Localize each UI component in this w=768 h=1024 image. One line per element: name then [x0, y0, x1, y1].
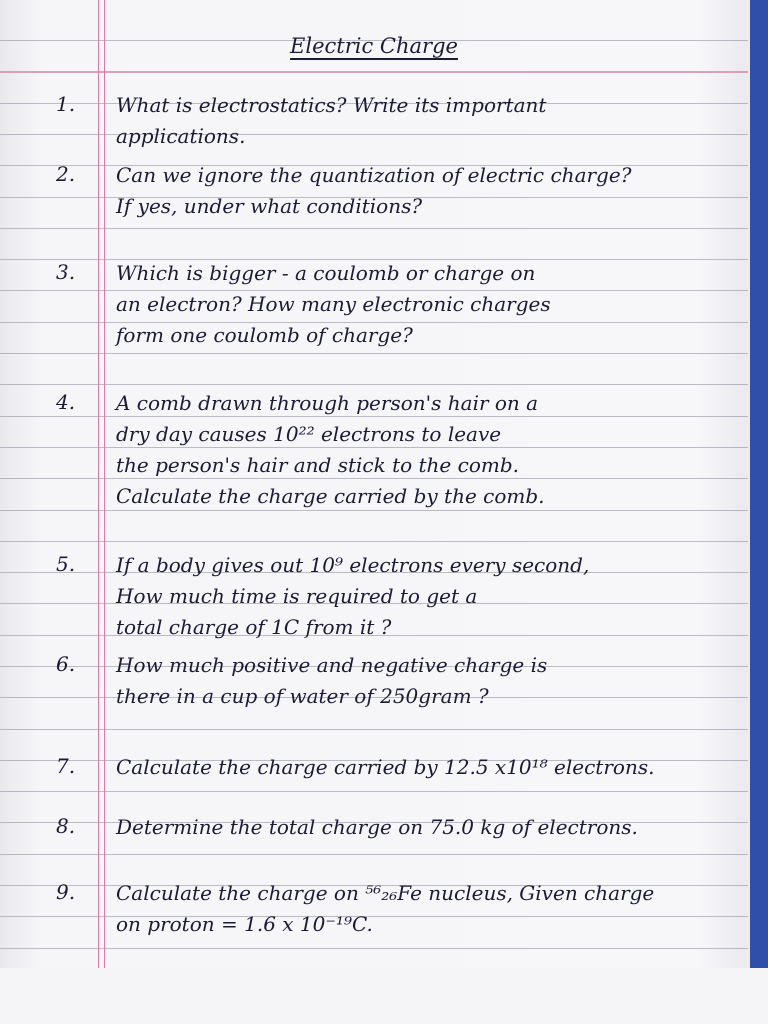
question-line: Can we ignore the quantization of electric charge? — [116, 163, 632, 187]
question-text — [116, 650, 732, 712]
question-line: How much time is required to get a — [116, 584, 478, 608]
question-line: What is electrostatics? Write its important — [116, 93, 547, 117]
question-line: Determine the total charge on 75.0 kg of electrons. — [116, 815, 638, 839]
question-text — [116, 90, 732, 152]
ruled-line — [0, 854, 748, 855]
question-number: 4. — [56, 390, 76, 414]
question-text — [116, 160, 732, 222]
ruled-line — [0, 729, 748, 730]
margin-line-right — [104, 0, 105, 1024]
ruled-line — [0, 353, 748, 354]
question-number: 5. — [56, 552, 76, 576]
question-line: dry day causes 10²² electrons to leave — [116, 422, 502, 446]
question-number: 8. — [56, 814, 76, 838]
question-number: 7. — [56, 754, 76, 778]
question-line: the person's hair and stick to the comb. — [116, 453, 519, 477]
page-title: Electric Charge — [290, 34, 458, 58]
question-number: 9. — [56, 880, 76, 904]
question-line: applications. — [116, 124, 246, 148]
page-bottom — [0, 968, 768, 1024]
question-line: If yes, under what conditions? — [116, 194, 423, 218]
question-line: A comb drawn through person's hair on a — [116, 391, 539, 415]
question-line: If a body gives out 10⁹ electrons every second, — [116, 553, 590, 577]
question-line: Calculate the charge carried by the comb. — [116, 484, 545, 508]
notebook-binding-edge — [750, 0, 768, 970]
question-number: 6. — [56, 652, 76, 676]
question-line: an electron? How many electronic charges — [116, 292, 551, 316]
ruled-line — [0, 228, 748, 229]
question-number: 1. — [56, 92, 76, 116]
question-text — [116, 258, 732, 351]
question-line: Calculate the charge on ⁵⁶₂₆Fe nucleus, Given charge — [116, 881, 655, 905]
question-text — [116, 388, 732, 512]
margin-line-left — [98, 0, 99, 1024]
question-text — [116, 878, 732, 940]
question-line: form one coulomb of charge? — [116, 323, 413, 347]
ruled-line — [0, 948, 748, 949]
question-line: total charge of 1C from it ? — [116, 615, 392, 639]
question-line: Which is bigger - a coulomb or charge on — [116, 261, 536, 285]
question-line: on proton = 1.6 x 10⁻¹⁹C. — [116, 912, 373, 936]
question-line: Calculate the charge carried by 12.5 x10¹⁸ electrons. — [116, 755, 655, 779]
question-text — [116, 812, 732, 843]
question-line: there in a cup of water of 250gram ? — [116, 684, 489, 708]
question-number: 2. — [56, 162, 76, 186]
ruled-line — [0, 384, 748, 385]
ruled-line — [0, 791, 748, 792]
question-text — [116, 550, 732, 643]
ruled-line — [0, 541, 748, 542]
ruled-line — [0, 71, 748, 73]
question-number: 3. — [56, 260, 76, 284]
question-line: How much positive and negative charge is — [116, 653, 548, 677]
question-text — [116, 752, 732, 783]
